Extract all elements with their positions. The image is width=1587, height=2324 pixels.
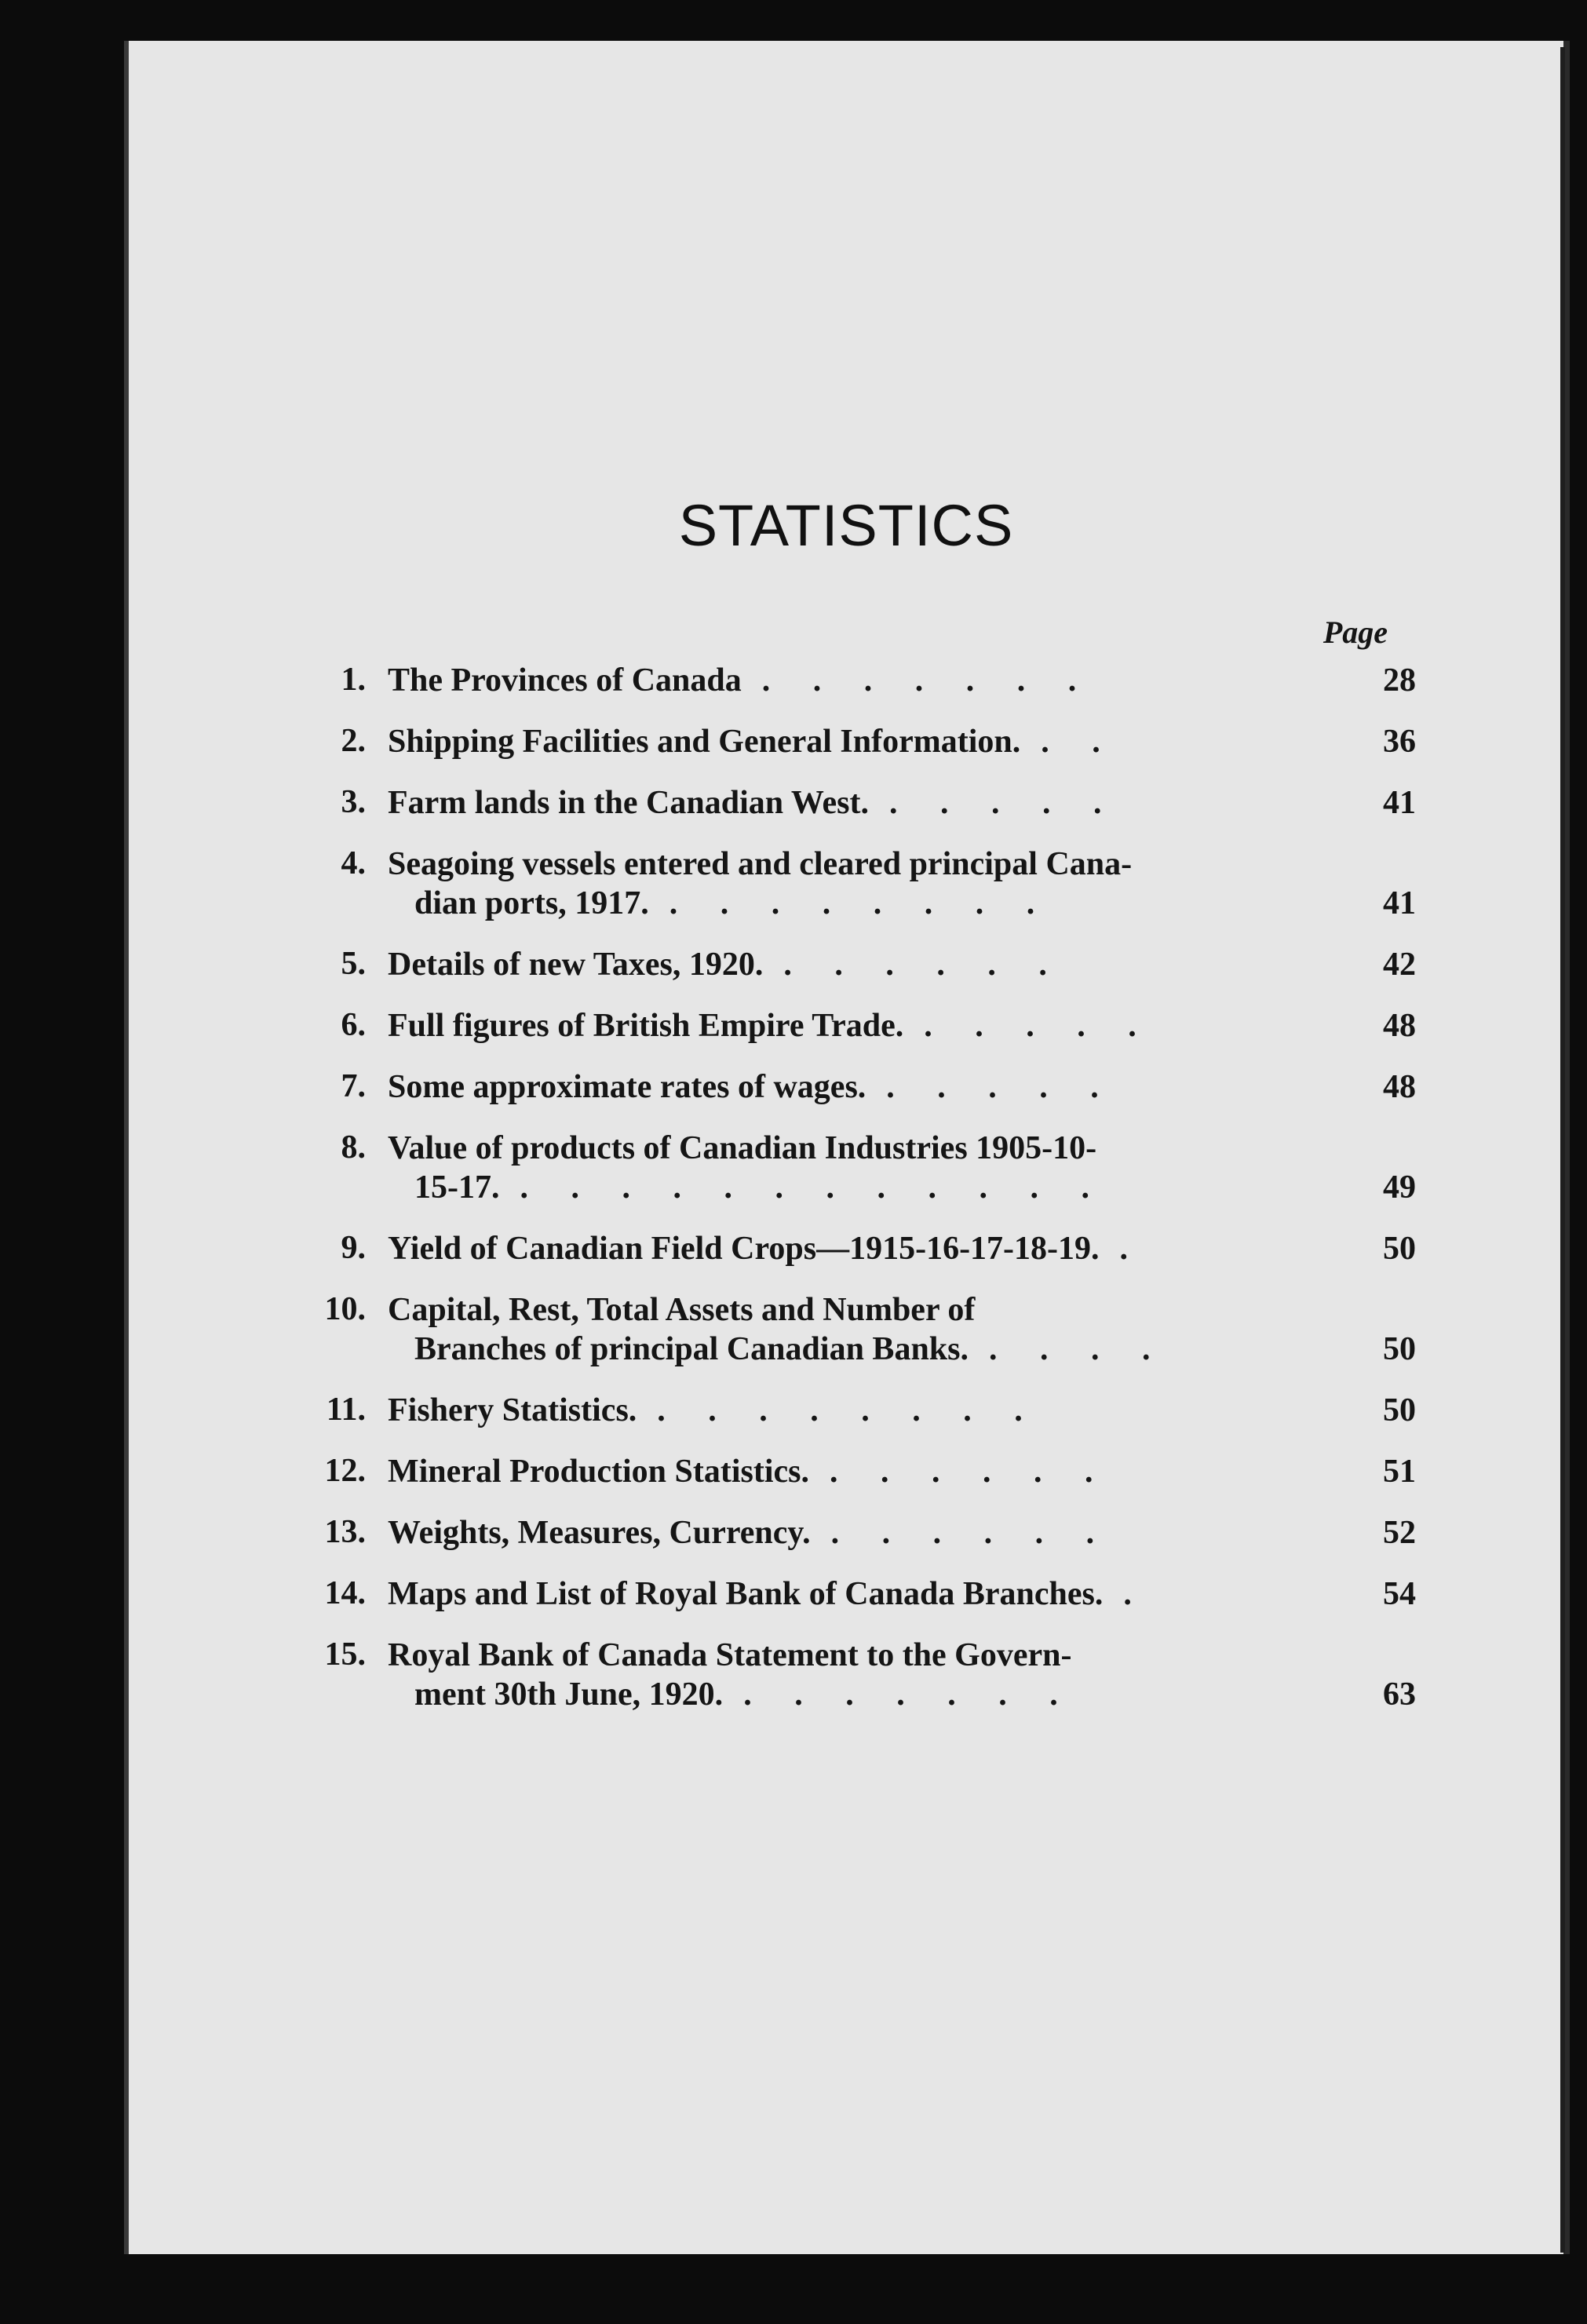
entry-title <box>388 1636 1212 1714</box>
entry-title-continuation: dian ports, 1917. <box>414 885 649 921</box>
entry-title <box>388 1129 1212 1207</box>
entry-title <box>388 1513 1212 1552</box>
entry-title-line <box>388 1129 1212 1168</box>
entry-title-text: Maps and List of Royal Bank of Canada Branches. <box>388 1576 1104 1612</box>
entry-title <box>388 1574 1212 1614</box>
entry-page-number: 48 <box>1383 1008 1416 1044</box>
entry-number: 11. <box>326 1392 366 1428</box>
entry-page-number: 41 <box>1383 785 1416 821</box>
entry-title-text: Fishery Statistics. <box>388 1392 637 1428</box>
leader-dots: . . . . . . <box>830 1454 1111 1490</box>
entry-title-line <box>388 1452 1212 1491</box>
entry-title-text: Value of products of Canadian Industries 1905-10- <box>388 1130 1097 1166</box>
entry-number: 4. <box>341 845 366 881</box>
entry-page-number: 50 <box>1383 1331 1416 1367</box>
entry-title-text: Full figures of British Empire Trade. <box>388 1008 904 1044</box>
entry-title <box>388 783 1212 823</box>
entry-page-number: 50 <box>1383 1392 1416 1428</box>
leader-dots: . . . . . <box>886 1069 1116 1105</box>
entry-title-line <box>388 1067 1212 1107</box>
toc-entry <box>301 845 1447 923</box>
entry-number: 7. <box>341 1068 366 1104</box>
entry-title <box>388 722 1212 761</box>
leader-dots: . . . . . <box>924 1008 1154 1044</box>
entry-page-number: 36 <box>1383 724 1416 760</box>
entry-title-line <box>388 1513 1212 1552</box>
entry-number: 15. <box>324 1636 366 1673</box>
entry-title <box>388 1290 1212 1369</box>
page-title: STATISTICS <box>678 493 1014 558</box>
toc-entry <box>301 1636 1447 1714</box>
page-column-heading: Page <box>1322 615 1388 650</box>
entry-title-line <box>388 722 1212 761</box>
leader-dots: . . . . . . . . . . . . <box>520 1169 1107 1206</box>
toc-entry <box>301 1574 1447 1614</box>
leader-dots: . <box>1119 1231 1146 1267</box>
entry-title-line <box>388 661 1212 700</box>
entry-title-line <box>388 1330 1212 1369</box>
entry-title-line <box>388 1290 1212 1330</box>
entry-title-line <box>388 1229 1212 1268</box>
entry-title-text: Mineral Production Statistics. <box>388 1454 810 1490</box>
entry-title-line <box>388 1006 1212 1045</box>
leader-dots: . . . . . . . . <box>657 1392 1040 1428</box>
entry-title <box>388 1391 1212 1430</box>
entry-title-text: Weights, Measures, Currency. <box>388 1515 811 1551</box>
entry-title-text: Yield of Canadian Field Crops—1915-16-17-18-19. <box>388 1231 1100 1267</box>
entry-title <box>388 845 1212 923</box>
entry-title <box>388 1067 1212 1107</box>
entry-title <box>388 1006 1212 1045</box>
toc-entry <box>301 1229 1447 1268</box>
entry-number: 6. <box>341 1007 366 1043</box>
entry-title-text: Some approximate rates of wages. <box>388 1069 866 1105</box>
entry-title-text: The Provinces of Canada <box>388 662 742 699</box>
toc-entry <box>301 661 1447 700</box>
entry-title-text: Seagoing vessels entered and cleared principal Cana- <box>388 846 1133 882</box>
entry-title-line <box>388 1636 1212 1675</box>
entry-title-continuation: ment 30th June, 1920. <box>414 1676 724 1713</box>
entry-title-text: Farm lands in the Canadian West. <box>388 785 869 821</box>
toc-entry <box>301 1513 1447 1552</box>
entry-number: 5. <box>341 946 366 982</box>
entry-number: 14. <box>324 1575 366 1611</box>
entry-number: 3. <box>341 784 366 820</box>
entry-page-number: 63 <box>1383 1676 1416 1713</box>
entry-page-number: 52 <box>1383 1515 1416 1551</box>
entry-page-number: 51 <box>1383 1454 1416 1490</box>
entry-title-line <box>388 1574 1212 1614</box>
book-spine-edge <box>1560 47 1565 2253</box>
entry-title-line <box>388 845 1212 884</box>
entry-title-text: Details of new Taxes, 1920. <box>388 947 764 983</box>
entry-title <box>388 1229 1212 1268</box>
leader-dots: . . . . . . <box>830 1515 1112 1551</box>
entry-number: 8. <box>341 1129 366 1166</box>
leader-dots: . . . . . <box>889 785 1119 821</box>
entry-title-text: Capital, Rest, Total Assets and Number of <box>388 1292 976 1328</box>
entry-page-number: 50 <box>1383 1231 1416 1267</box>
leader-dots: . . . . . . . <box>761 662 1094 699</box>
entry-number: 12. <box>324 1453 366 1489</box>
entry-number: 2. <box>341 723 366 759</box>
entry-title-line <box>388 1675 1212 1714</box>
entry-page-number: 54 <box>1383 1576 1416 1612</box>
entry-title-text: Royal Bank of Canada Statement to the Govern- <box>388 1637 1072 1673</box>
entry-number: 9. <box>341 1230 366 1266</box>
entry-page-number: 48 <box>1383 1069 1416 1105</box>
toc-entry <box>301 783 1447 823</box>
entry-title-continuation: Branches of principal Canadian Banks. <box>414 1331 969 1367</box>
entry-title-continuation: 15-17. <box>414 1169 500 1206</box>
entry-title-line <box>388 945 1212 984</box>
entry-number: 1. <box>341 662 366 698</box>
entry-page-number: 28 <box>1383 662 1416 699</box>
entry-number: 13. <box>324 1514 366 1550</box>
leader-dots: . . . . . . . <box>743 1676 1075 1713</box>
leader-dots: . . <box>1041 724 1118 760</box>
toc-entry <box>301 945 1447 984</box>
toc-entry <box>301 722 1447 761</box>
leader-dots: . . . . <box>989 1331 1168 1367</box>
entry-page-number: 42 <box>1383 947 1416 983</box>
leader-dots: . . . . . . <box>783 947 1064 983</box>
toc-entry <box>301 1290 1447 1369</box>
leader-dots: . <box>1123 1576 1149 1612</box>
entry-title <box>388 945 1212 984</box>
toc-entry <box>301 1129 1447 1207</box>
toc-entry <box>301 1391 1447 1430</box>
entry-title-line <box>388 884 1212 923</box>
table-of-contents <box>301 661 1447 1714</box>
entry-title-line <box>388 783 1212 823</box>
entry-title-line <box>388 1168 1212 1207</box>
entry-title-text: Shipping Facilities and General Information. <box>388 724 1021 760</box>
entry-page-number: 49 <box>1383 1169 1416 1206</box>
entry-title-line <box>388 1391 1212 1430</box>
toc-entry <box>301 1452 1447 1491</box>
document-page <box>124 41 1570 2254</box>
entry-number: 10. <box>324 1291 366 1327</box>
toc-entry <box>301 1067 1447 1107</box>
entry-title <box>388 1452 1212 1491</box>
toc-entry <box>301 1006 1447 1045</box>
entry-title <box>388 661 1212 700</box>
entry-page-number: 41 <box>1383 885 1416 921</box>
leader-dots: . . . . . . . . <box>669 885 1053 921</box>
